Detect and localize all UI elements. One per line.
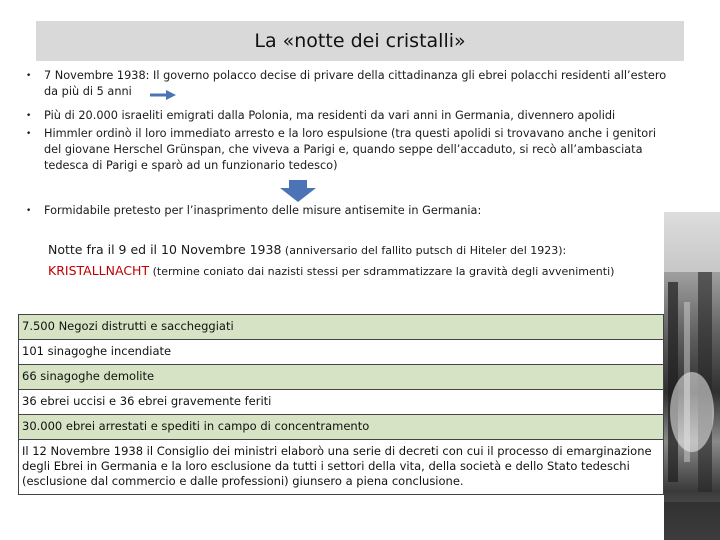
slide-title: La «notte dei cristalli» [254,30,466,52]
bullet-item [26,68,674,100]
bullet-marker: • [26,206,32,216]
fact-row: 30.000 ebrei arrestati e spediti in campo di concentramento [18,414,664,439]
bullet-text: Più di 20.000 israeliti emigrati dalla Polonia, ma residenti da vari anni in Germania, divennero apolidi [44,109,616,122]
arrow-right-icon [150,90,176,100]
burning-synagogue-photo [664,212,720,540]
fact-row: 7.500 Negozi distrutti e saccheggiati [18,314,664,339]
notte-date-note: (anniversario del fallito putsch di Hiteler del 1923): [281,244,567,257]
bullet-text: 7 Novembre 1938: Il governo polacco decise di privare della cittadinanza gli ebrei polacchi residenti all’estero da più di 5 anni [44,69,667,98]
fact-row: 101 sinagoghe incendiate [18,339,664,364]
bullet-text: Formidabile pretesto per l’inasprimento delle misure antisemite in Germania: [44,204,482,217]
bullet-item [26,126,674,174]
bullet-marker: • [26,129,32,139]
bullet-text: Himmler ordinò il loro immediato arresto e la loro espulsione (tra questi apolidi si trovavano anche i genitori del giovane Herschel Grünspan, che viveva a Parigi e, quando seppe dell’accaduto, si recò all’ambasciata tedesca di Parigi e sparò ad un funzionario tedesco) [44,127,656,172]
slide-title-bar [36,21,684,61]
bullet-item [26,108,674,124]
fact-row: 66 sinagoghe demolite [18,364,664,389]
kristallnacht-note: (termine coniato dai nazisti stessi per sdrammatizzare la gravità degli avvenimenti) [149,265,615,278]
facts-table [18,314,664,495]
notte-date: Notte fra il 9 ed il 10 Novembre 1938 [48,242,282,257]
bullet-item [26,203,674,219]
fact-row: Il 12 Novembre 1938 il Consiglio dei ministri elaborò una serie di decreti con cui il processo di emarginazione degli Ebrei in Germania e la loro esclusione da tutti i settori della vita, della società e dello Stato tedeschi (esclusione dal commercio e dalle professioni) giunsero a piena conclusione. [18,439,664,495]
arrow-down-icon [280,180,316,202]
fact-row: 36 ebrei uccisi e 36 ebrei gravemente feriti [18,389,664,414]
bullet-marker: • [26,111,32,121]
notte-line-2 [48,261,688,282]
kristallnacht-term: KRISTALLNACHT [48,263,150,278]
kristallnacht-heading [48,240,688,282]
notte-line-1 [48,240,688,261]
bullet-marker: • [26,71,32,81]
photo-shapes [664,212,720,540]
